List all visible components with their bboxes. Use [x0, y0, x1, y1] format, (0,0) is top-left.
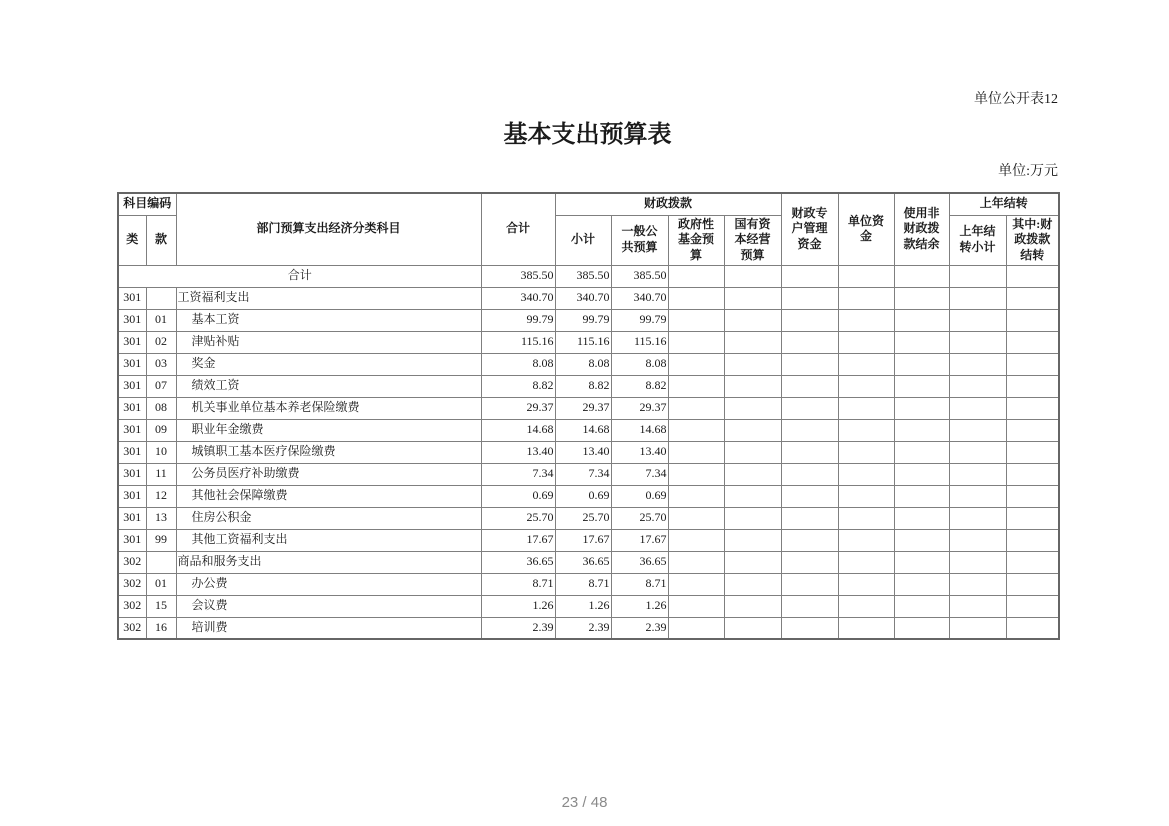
cell-empty — [949, 375, 1006, 397]
header-fiscal-appropriation: 财政拨款 — [555, 193, 781, 215]
cell-class-code: 301 — [118, 441, 146, 463]
cell-empty — [894, 529, 949, 551]
cell-empty — [1006, 287, 1059, 309]
cell-value: 25.70 — [611, 507, 668, 529]
cell-empty — [724, 441, 781, 463]
cell-empty — [668, 617, 724, 639]
header-class: 类 — [118, 215, 146, 265]
cell-subject-name: 公务员医疗补助缴费 — [176, 463, 481, 485]
cell-value: 2.39 — [481, 617, 555, 639]
cell-empty — [949, 507, 1006, 529]
cell-empty — [894, 397, 949, 419]
cell-empty — [781, 617, 838, 639]
cell-empty — [838, 441, 894, 463]
cell-class-code: 301 — [118, 397, 146, 419]
cell-empty — [668, 441, 724, 463]
cell-empty — [949, 331, 1006, 353]
cell-empty — [724, 463, 781, 485]
cell-value: 36.65 — [481, 551, 555, 573]
cell-subject-name: 会议费 — [176, 595, 481, 617]
cell-empty — [724, 353, 781, 375]
cell-value: 8.08 — [611, 353, 668, 375]
cell-class-code: 301 — [118, 309, 146, 331]
header-prev-year-carryover: 上年结转 — [949, 193, 1059, 215]
header-subject-name: 部门预算支出经济分类科目 — [176, 193, 481, 265]
cell-empty — [1006, 375, 1059, 397]
cell-item-code — [146, 287, 176, 309]
cell-empty — [668, 353, 724, 375]
cell-empty — [724, 265, 781, 287]
cell-empty — [724, 375, 781, 397]
cell-empty — [894, 353, 949, 375]
cell-subject-name: 职业年金缴费 — [176, 419, 481, 441]
cell-empty — [781, 595, 838, 617]
header-general-public-budget: 一般公共预算 — [611, 215, 668, 265]
cell-empty — [949, 353, 1006, 375]
cell-empty — [949, 265, 1006, 287]
table-body — [118, 265, 1059, 639]
cell-empty — [781, 265, 838, 287]
cell-empty — [894, 331, 949, 353]
cell-class-code: 301 — [118, 375, 146, 397]
cell-value: 99.79 — [611, 309, 668, 331]
cell-empty — [781, 353, 838, 375]
cell-value: 340.70 — [555, 287, 611, 309]
cell-empty — [781, 441, 838, 463]
cell-empty — [668, 265, 724, 287]
cell-empty — [781, 485, 838, 507]
page-title: 基本支出预算表 — [503, 122, 672, 148]
cell-empty — [1006, 353, 1059, 375]
cell-value: 1.26 — [611, 595, 668, 617]
cell-empty — [781, 573, 838, 595]
cell-value: 17.67 — [555, 529, 611, 551]
cell-empty — [949, 529, 1006, 551]
cell-value: 17.67 — [481, 529, 555, 551]
cell-value: 7.34 — [611, 463, 668, 485]
doc-table-label: 单位公开表12 — [974, 92, 1058, 107]
unit-label: 单位:万元 — [998, 164, 1058, 179]
header-subject-code: 科目编码 — [118, 193, 176, 215]
cell-value: 0.69 — [481, 485, 555, 507]
table-row — [118, 573, 1059, 595]
cell-subject-name: 机关事业单位基本养老保险缴费 — [176, 397, 481, 419]
cell-value: 115.16 — [611, 331, 668, 353]
cell-empty — [894, 309, 949, 331]
table-row — [118, 309, 1059, 331]
cell-value: 8.08 — [555, 353, 611, 375]
cell-class-code: 301 — [118, 287, 146, 309]
cell-value: 7.34 — [481, 463, 555, 485]
cell-subject-name: 奖金 — [176, 353, 481, 375]
table-row — [118, 353, 1059, 375]
cell-value: 29.37 — [611, 397, 668, 419]
table-row — [118, 419, 1059, 441]
cell-subject-name: 工资福利支出 — [176, 287, 481, 309]
cell-empty — [1006, 595, 1059, 617]
cell-value: 14.68 — [481, 419, 555, 441]
cell-empty — [1006, 397, 1059, 419]
cell-empty — [838, 309, 894, 331]
cell-item-code: 99 — [146, 529, 176, 551]
table-row — [118, 265, 1059, 287]
cell-item-code: 03 — [146, 353, 176, 375]
cell-value: 8.71 — [555, 573, 611, 595]
cell-empty — [949, 617, 1006, 639]
cell-empty — [781, 287, 838, 309]
cell-empty — [894, 287, 949, 309]
cell-empty — [894, 507, 949, 529]
cell-empty — [781, 397, 838, 419]
table-row — [118, 441, 1059, 463]
cell-value: 340.70 — [481, 287, 555, 309]
cell-item-code: 10 — [146, 441, 176, 463]
cell-value: 0.69 — [555, 485, 611, 507]
cell-empty — [781, 463, 838, 485]
cell-subject-name: 绩效工资 — [176, 375, 481, 397]
table-header — [118, 193, 1059, 265]
cell-empty — [838, 573, 894, 595]
cell-value: 115.16 — [555, 331, 611, 353]
cell-empty — [781, 309, 838, 331]
cell-empty — [781, 551, 838, 573]
cell-empty — [1006, 551, 1059, 573]
cell-empty — [668, 331, 724, 353]
header-carryover-subtotal: 上年结转小计 — [949, 215, 1006, 265]
cell-empty — [1006, 265, 1059, 287]
cell-empty — [949, 595, 1006, 617]
cell-empty — [949, 419, 1006, 441]
cell-empty — [838, 287, 894, 309]
cell-empty — [949, 287, 1006, 309]
cell-subject-name: 商品和服务支出 — [176, 551, 481, 573]
cell-value: 8.82 — [555, 375, 611, 397]
cell-empty — [838, 485, 894, 507]
cell-empty — [838, 507, 894, 529]
cell-class-code: 301 — [118, 507, 146, 529]
cell-empty — [668, 375, 724, 397]
table-row — [118, 331, 1059, 353]
cell-subject-name: 城镇职工基本医疗保险缴费 — [176, 441, 481, 463]
cell-subject-name: 办公费 — [176, 573, 481, 595]
cell-empty — [724, 485, 781, 507]
cell-item-code: 09 — [146, 419, 176, 441]
cell-empty — [838, 375, 894, 397]
cell-value: 8.71 — [611, 573, 668, 595]
cell-value: 99.79 — [481, 309, 555, 331]
cell-empty — [838, 617, 894, 639]
cell-item-code: 01 — [146, 309, 176, 331]
cell-empty — [668, 529, 724, 551]
cell-value: 29.37 — [555, 397, 611, 419]
cell-value: 1.26 — [555, 595, 611, 617]
header-item: 款 — [146, 215, 176, 265]
page-indicator: 23 / 48 — [561, 794, 608, 811]
table-row — [118, 375, 1059, 397]
header-unit-funds: 单位资金 — [838, 193, 894, 265]
cell-empty — [894, 573, 949, 595]
cell-value: 36.65 — [611, 551, 668, 573]
cell-value: 115.16 — [481, 331, 555, 353]
cell-empty — [668, 551, 724, 573]
cell-value: 13.40 — [555, 441, 611, 463]
cell-empty — [1006, 617, 1059, 639]
cell-empty — [724, 595, 781, 617]
cell-item-code: 01 — [146, 573, 176, 595]
cell-class-code: 301 — [118, 529, 146, 551]
header-state-capital-budget: 国有资本经营预算 — [724, 215, 781, 265]
cell-empty — [949, 551, 1006, 573]
cell-empty — [724, 507, 781, 529]
cell-value: 7.34 — [555, 463, 611, 485]
cell-value: 0.69 — [611, 485, 668, 507]
cell-value: 13.40 — [481, 441, 555, 463]
cell-empty — [894, 375, 949, 397]
table-row — [118, 463, 1059, 485]
cell-empty — [668, 507, 724, 529]
cell-empty — [724, 309, 781, 331]
cell-empty — [668, 419, 724, 441]
cell-item-code: 13 — [146, 507, 176, 529]
cell-empty — [1006, 485, 1059, 507]
cell-empty — [781, 375, 838, 397]
cell-item-code: 15 — [146, 595, 176, 617]
cell-value: 13.40 — [611, 441, 668, 463]
cell-empty — [949, 485, 1006, 507]
cell-class-code: 301 — [118, 485, 146, 507]
budget-table — [117, 192, 1060, 640]
table-row — [118, 595, 1059, 617]
cell-value: 2.39 — [555, 617, 611, 639]
cell-empty — [668, 309, 724, 331]
cell-item-code: 07 — [146, 375, 176, 397]
cell-subject-name: 培训费 — [176, 617, 481, 639]
table-row — [118, 485, 1059, 507]
cell-empty — [838, 353, 894, 375]
cell-empty — [838, 419, 894, 441]
cell-class-code: 301 — [118, 419, 146, 441]
cell-subject-name: 津贴补贴 — [176, 331, 481, 353]
cell-empty — [668, 287, 724, 309]
cell-empty — [838, 463, 894, 485]
cell-empty — [781, 529, 838, 551]
cell-value: 8.08 — [481, 353, 555, 375]
cell-value: 8.82 — [611, 375, 668, 397]
cell-empty — [724, 551, 781, 573]
cell-empty — [838, 331, 894, 353]
cell-empty — [894, 617, 949, 639]
cell-class-code: 302 — [118, 595, 146, 617]
cell-empty — [1006, 529, 1059, 551]
table-row — [118, 397, 1059, 419]
cell-empty — [838, 397, 894, 419]
cell-empty — [724, 331, 781, 353]
cell-value: 14.68 — [611, 419, 668, 441]
cell-item-code: 02 — [146, 331, 176, 353]
header-subtotal: 小计 — [555, 215, 611, 265]
cell-value: 25.70 — [555, 507, 611, 529]
cell-subject-name: 其他工资福利支出 — [176, 529, 481, 551]
header-carryover-fiscal: 其中:财政拨款结转 — [1006, 215, 1059, 265]
cell-empty — [781, 507, 838, 529]
cell-item-code: 12 — [146, 485, 176, 507]
cell-empty — [894, 419, 949, 441]
cell-empty — [668, 573, 724, 595]
cell-empty — [781, 419, 838, 441]
header-total: 合计 — [481, 193, 555, 265]
cell-value: 14.68 — [555, 419, 611, 441]
cell-empty — [949, 463, 1006, 485]
cell-item-code: 16 — [146, 617, 176, 639]
table-row — [118, 507, 1059, 529]
cell-empty — [949, 309, 1006, 331]
cell-empty — [894, 441, 949, 463]
cell-empty — [838, 265, 894, 287]
cell-item-code — [146, 551, 176, 573]
cell-item-code: 11 — [146, 463, 176, 485]
cell-class-code: 301 — [118, 331, 146, 353]
cell-empty — [724, 287, 781, 309]
cell-value: 340.70 — [611, 287, 668, 309]
cell-empty — [668, 397, 724, 419]
cell-empty — [894, 463, 949, 485]
cell-value: 385.50 — [611, 265, 668, 287]
cell-empty — [668, 485, 724, 507]
cell-subject-name: 住房公积金 — [176, 507, 481, 529]
cell-empty — [668, 463, 724, 485]
cell-value: 2.39 — [611, 617, 668, 639]
cell-empty — [724, 397, 781, 419]
cell-empty — [894, 551, 949, 573]
cell-empty — [724, 573, 781, 595]
cell-empty — [1006, 309, 1059, 331]
cell-value: 99.79 — [555, 309, 611, 331]
cell-empty — [1006, 463, 1059, 485]
cell-empty — [668, 595, 724, 617]
cell-empty — [1006, 419, 1059, 441]
cell-empty — [838, 529, 894, 551]
cell-empty — [894, 265, 949, 287]
cell-empty — [1006, 331, 1059, 353]
cell-value: 8.82 — [481, 375, 555, 397]
cell-class-code: 302 — [118, 617, 146, 639]
cell-class-code: 301 — [118, 463, 146, 485]
cell-subject-name: 其他社会保障缴费 — [176, 485, 481, 507]
cell-subject-name: 合计 — [118, 265, 481, 287]
cell-empty — [1006, 441, 1059, 463]
cell-empty — [894, 485, 949, 507]
cell-empty — [838, 551, 894, 573]
table-row — [118, 617, 1059, 639]
cell-empty — [838, 595, 894, 617]
cell-value: 29.37 — [481, 397, 555, 419]
cell-value: 36.65 — [555, 551, 611, 573]
cell-empty — [949, 397, 1006, 419]
cell-value: 17.67 — [611, 529, 668, 551]
cell-class-code: 302 — [118, 551, 146, 573]
cell-value: 385.50 — [481, 265, 555, 287]
cell-value: 385.50 — [555, 265, 611, 287]
cell-empty — [724, 529, 781, 551]
cell-value: 1.26 — [481, 595, 555, 617]
cell-empty — [781, 331, 838, 353]
cell-empty — [894, 595, 949, 617]
cell-subject-name: 基本工资 — [176, 309, 481, 331]
cell-class-code: 301 — [118, 353, 146, 375]
cell-empty — [724, 419, 781, 441]
cell-value: 25.70 — [481, 507, 555, 529]
table-row — [118, 551, 1059, 573]
cell-class-code: 302 — [118, 573, 146, 595]
cell-empty — [949, 441, 1006, 463]
cell-empty — [949, 573, 1006, 595]
table-row — [118, 287, 1059, 309]
table-row — [118, 529, 1059, 551]
cell-item-code: 08 — [146, 397, 176, 419]
cell-empty — [1006, 507, 1059, 529]
cell-value: 8.71 — [481, 573, 555, 595]
header-non-fiscal-balance: 使用非财政拨款结余 — [894, 193, 949, 265]
header-gov-fund-budget: 政府性基金预算 — [668, 215, 724, 265]
cell-empty — [1006, 573, 1059, 595]
header-fiscal-special-account: 财政专户管理资金 — [781, 193, 838, 265]
cell-empty — [724, 617, 781, 639]
